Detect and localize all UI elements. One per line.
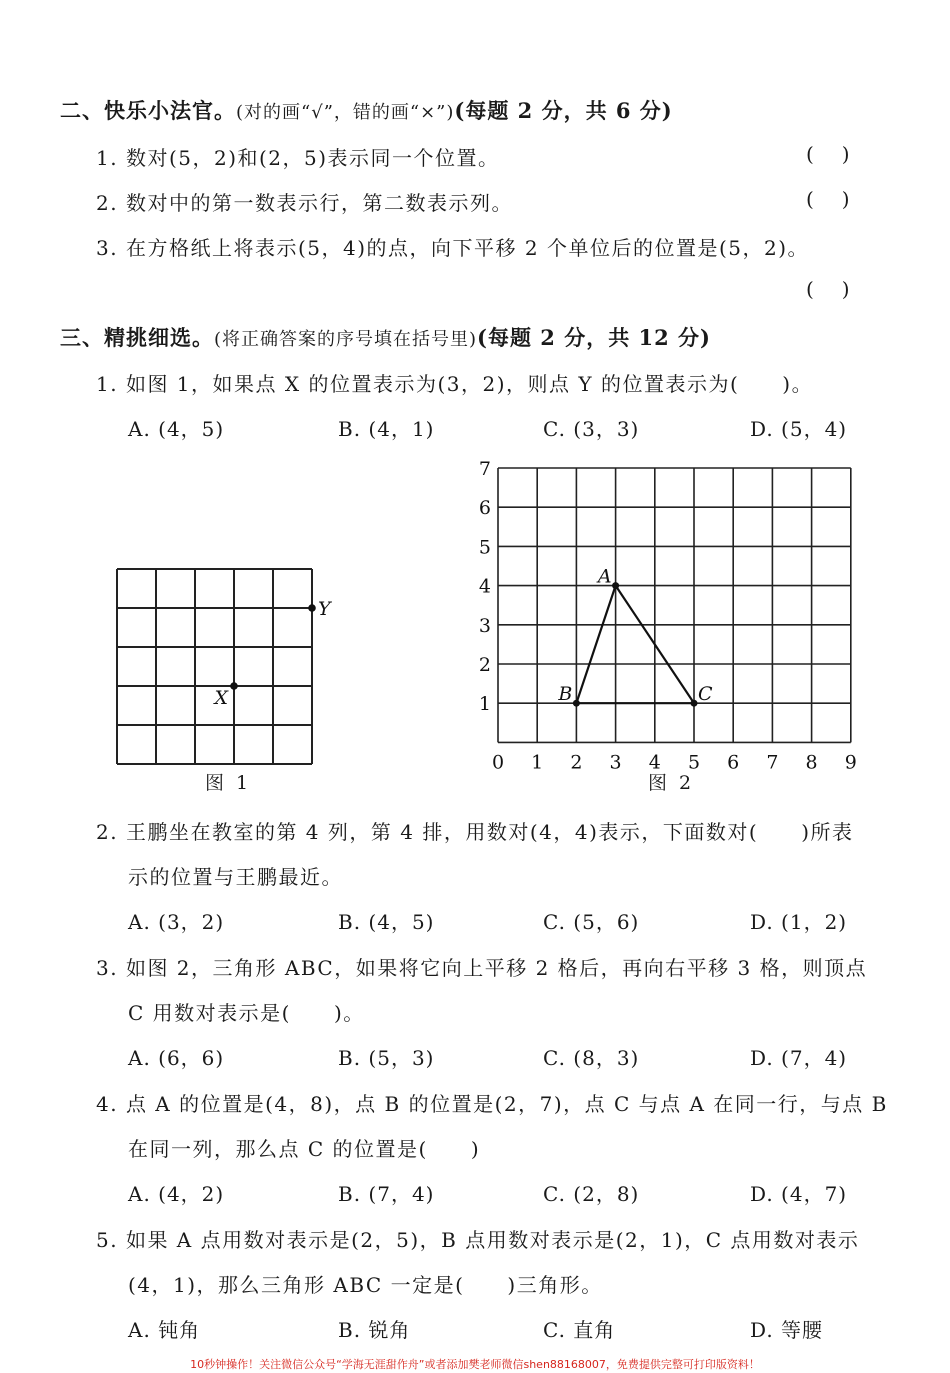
x-tick-label: 4	[648, 751, 661, 774]
judge-item-1: 1. 数对(5，2)和(2，5)表示同一个位置。	[96, 146, 500, 170]
q4-option-c[interactable]: C. (2，8)	[543, 1182, 640, 1206]
x-tick-label: 8	[805, 751, 818, 774]
q5-option-a[interactable]: A. 钝角	[128, 1318, 201, 1342]
x-tick-label: 1	[531, 751, 544, 774]
question-2-line-2: 示的位置与王鹏最近。	[128, 865, 343, 889]
question-2: 2. 王鹏坐在教室的第 4 列，第 4 排，用数对(4，4)表示，下面数对( )所表	[96, 820, 854, 844]
figure-2-caption: 图 2	[648, 772, 695, 794]
x-tick-label: 6	[727, 751, 740, 774]
q2-option-a[interactable]: A. (3，2)	[128, 910, 225, 934]
y-tick-label: 2	[478, 654, 491, 676]
q3-option-b[interactable]: B. (5，3)	[338, 1046, 435, 1070]
q2-option-c[interactable]: C. (5，6)	[543, 910, 640, 934]
y-tick-label: 5	[478, 536, 491, 559]
triangle-abc	[576, 586, 694, 704]
judge-item-2: 2. 数对中的第一数表示行，第二数表示列。	[96, 191, 513, 215]
vertex-c	[691, 700, 698, 707]
x-tick-label: 2	[570, 751, 583, 774]
figure-1	[100, 560, 350, 800]
q1-option-d[interactable]: D. (5，4)	[750, 417, 848, 441]
figure-2	[460, 455, 880, 775]
q3-option-a[interactable]: A. (6，6)	[128, 1046, 225, 1070]
vertex-a	[612, 582, 619, 589]
footer-promo: 10秒钟操作！关注微信公众号“学海无涯甜作舟”或者添加樊老师微信shen88168007，免费提供完整可打印版资料！	[190, 1358, 760, 1371]
q4-option-b[interactable]: B. (7，4)	[338, 1182, 435, 1206]
vertex-b	[573, 700, 580, 707]
x-tick-label: 0	[491, 751, 505, 774]
question-5-line-2: (4，1)，那么三角形 ABC 一定是( )三角形。	[128, 1273, 603, 1297]
question-4: 4. 点 A 的位置是(4，8)，点 B 的位置是(2，7)，点 C 与点 A 在同一行，与点 B	[96, 1092, 888, 1116]
y-tick-label: 6	[478, 497, 491, 520]
question-3: 3. 如图 2，三角形 ABC，如果将它向上平移 2 格后，再向右平移 3 格，则顶点	[96, 956, 868, 980]
q5-option-b[interactable]: B. 锐角	[338, 1318, 411, 1342]
point-label-x: X	[214, 687, 228, 709]
q2-option-d[interactable]: D. (1，2)	[750, 910, 848, 934]
q1-option-b[interactable]: B. (4，1)	[338, 417, 435, 441]
figure-1-caption: 图 1	[205, 772, 252, 794]
x-tick-label: 3	[609, 751, 622, 774]
q2-option-b[interactable]: B. (4，5)	[338, 910, 435, 934]
section-3-heading: 三、精挑细选。(将正确答案的序号填在括号里)(每题 2 分，共 12 分)	[60, 325, 711, 350]
point-y	[308, 604, 316, 612]
q5-option-d[interactable]: D. 等腰	[750, 1318, 824, 1342]
q1-option-c[interactable]: C. (3，3)	[543, 417, 640, 441]
answer-paren-2[interactable]: ()	[806, 187, 878, 211]
point-x	[230, 682, 238, 690]
vertex-label-b: B	[558, 683, 573, 706]
y-tick-label: 1	[478, 693, 491, 716]
answer-paren-3[interactable]: ()	[806, 277, 878, 301]
figure-1-grid	[117, 569, 312, 764]
question-1: 1. 如图 1，如果点 X 的位置表示为(3，2)，则点 Y 的位置表示为( )。	[96, 372, 814, 396]
question-4-line-2: 在同一列，那么点 C 的位置是( )	[128, 1137, 481, 1161]
question-5: 5. 如果 A 点用数对表示是(2，5)，B 点用数对表示是(2，1)，C 点用数对表示	[96, 1228, 860, 1252]
vertex-label-a: A	[597, 565, 612, 588]
answer-paren-1[interactable]: ()	[806, 142, 878, 166]
vertex-label-c: C	[698, 683, 713, 706]
x-tick-label: 9	[844, 751, 857, 774]
q4-option-a[interactable]: A. (4，2)	[128, 1182, 225, 1206]
point-label-y: Y	[318, 598, 331, 620]
question-3-line-2: C 用数对表示是( )。	[128, 1001, 365, 1025]
q4-option-d[interactable]: D. (4，7)	[750, 1182, 848, 1206]
q3-option-d[interactable]: D. (7，4)	[750, 1046, 848, 1070]
x-tick-label: 7	[766, 751, 779, 774]
y-tick-label: 7	[478, 458, 491, 480]
y-tick-label: 4	[478, 575, 491, 598]
figure-2-grid	[498, 468, 851, 742]
y-tick-label: 3	[478, 614, 491, 637]
q1-option-a[interactable]: A. (4，5)	[128, 417, 225, 441]
judge-item-3: 3. 在方格纸上将表示(5，4)的点，向下平移 2 个单位后的位置是(5，2)。	[96, 236, 810, 260]
q3-option-c[interactable]: C. (8，3)	[543, 1046, 640, 1070]
x-tick-label: 5	[687, 751, 701, 774]
q5-option-c[interactable]: C. 直角	[543, 1318, 616, 1342]
section-2-heading: 二、快乐小法官。(对的画“√”，错的画“×”)(每题 2 分，共 6 分)	[60, 98, 673, 123]
